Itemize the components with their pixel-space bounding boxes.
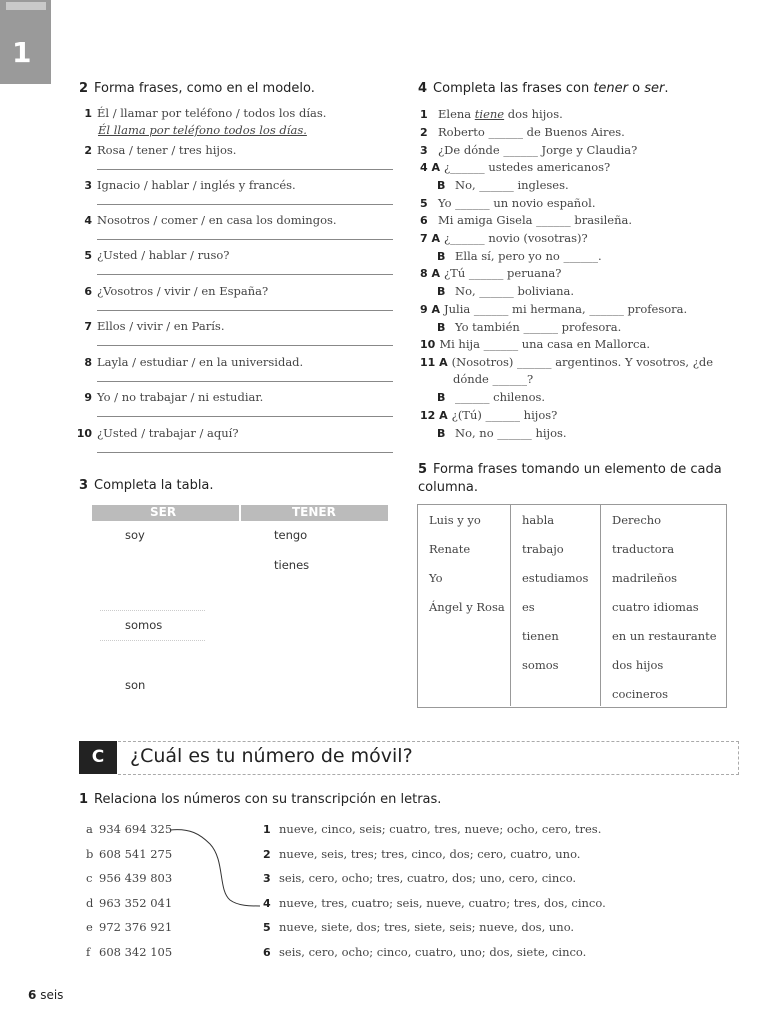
ex2-model-answer: Él llama por teléfono todos los días. bbox=[98, 123, 307, 137]
ex2-item: 7 Ellos / vivir / en París. bbox=[84, 319, 225, 333]
ex2-answer-line[interactable] bbox=[97, 169, 393, 170]
section-c-letter: C bbox=[79, 741, 117, 774]
ex5-col1-item: Renate bbox=[429, 542, 471, 556]
table-rule bbox=[100, 610, 205, 611]
ex2-title: Forma frases, como en el modelo. bbox=[94, 81, 315, 96]
ex4-item: B No, ______ boliviana. bbox=[437, 284, 575, 298]
ex2-answer-line[interactable] bbox=[97, 310, 393, 311]
matching-line bbox=[160, 820, 270, 915]
ex3-number: 3 bbox=[79, 478, 89, 493]
ex2-heading bbox=[79, 81, 315, 96]
ex3-heading bbox=[79, 478, 214, 493]
ex5-col3-item: dos hijos bbox=[612, 658, 664, 672]
ex5-divider-2 bbox=[600, 504, 601, 706]
ex5-col3-item: cuatro idiomas bbox=[612, 600, 699, 614]
ex5-col2-item: es bbox=[522, 600, 535, 614]
ex4-item: 8 A ¿Tú ______ peruana? bbox=[420, 266, 562, 280]
ex5-col2-item: trabajo bbox=[522, 542, 564, 556]
ex5-col1-item: Luis y yo bbox=[429, 513, 481, 527]
tener-cell[interactable]: tienes bbox=[274, 558, 310, 572]
ex2-item: 4 Nosotros / comer / en casa los domingos. bbox=[84, 213, 337, 227]
phone-number-item: f 608 342 105 bbox=[86, 945, 173, 959]
ex5-col3-item: madrileños bbox=[612, 571, 678, 585]
ex5-divider-1 bbox=[510, 504, 511, 706]
ex5-number: 5 bbox=[418, 462, 428, 477]
ex4-item: B No, ______ ingleses. bbox=[437, 178, 569, 192]
ex5-col1-item: Yo bbox=[429, 571, 443, 585]
ex5-col3-item: en un restaurante bbox=[612, 629, 717, 643]
ex4-heading: 4 Completa las frases con tener o ser. bbox=[418, 81, 669, 96]
ex2-item: 5 ¿Usted / hablar / ruso? bbox=[84, 248, 230, 262]
phone-number-item: b 608 541 275 bbox=[86, 846, 173, 861]
ex5-col2-item: somos bbox=[522, 658, 559, 672]
ex5-col2-item: estudiamos bbox=[522, 571, 589, 585]
ex2-answer-line[interactable] bbox=[97, 239, 393, 240]
ex4-item: 9 A Julia ______ mi hermana, ______ profesora. bbox=[420, 302, 688, 316]
ex2-answer-line[interactable] bbox=[97, 381, 393, 382]
header-ser: SER bbox=[150, 505, 177, 519]
ex4-item: 7 A ¿______ novio (vosotras)? bbox=[420, 231, 588, 245]
ser-cell[interactable]: somos bbox=[125, 618, 163, 632]
ex2-answer-line[interactable] bbox=[97, 416, 393, 417]
phone-number-item: d 963 352 041 bbox=[86, 895, 173, 910]
page-word: seis bbox=[40, 988, 64, 1002]
ex2-answer-line[interactable] bbox=[97, 274, 393, 275]
ex4-item: 5 Yo ______ un novio español. bbox=[420, 196, 596, 210]
ex4-item: 10 Mi hija ______ una casa en Mallorca. bbox=[420, 337, 651, 351]
tab-scribble bbox=[6, 2, 46, 10]
ex2-answer-line[interactable] bbox=[97, 204, 393, 205]
ex2-answer-line[interactable] bbox=[97, 452, 393, 453]
ser-cell[interactable]: son bbox=[125, 678, 146, 692]
phone-number-item: c 956 439 803 bbox=[86, 871, 173, 886]
ex5-heading: 5 Forma frases tomando un elemento de cada columna. bbox=[418, 462, 722, 495]
transcription-item: 3 seis, cero, ocho; tres, cuatro, dos; uno, cero, cinco. bbox=[263, 871, 577, 886]
ex2-answer-line[interactable] bbox=[97, 345, 393, 346]
ex4-item: 4 A ¿______ ustedes americanos? bbox=[420, 160, 611, 174]
ex2-item: 3 Ignacio / hablar / inglés y francés. bbox=[84, 178, 296, 192]
ex4-item: dónde ______? bbox=[453, 372, 534, 386]
ex3-table-header bbox=[92, 505, 388, 521]
ex4-item: 3 ¿De dónde ______ Jorge y Claudia? bbox=[420, 143, 638, 157]
ex4-item: 12 A ¿(Tú) ______ hijos? bbox=[420, 408, 558, 422]
phone-number-item: e 972 376 921 bbox=[86, 920, 173, 935]
ex5-col3-item: Derecho bbox=[612, 513, 662, 527]
page-footer bbox=[28, 988, 63, 1002]
ex4-item: B Yo también ______ profesora. bbox=[437, 320, 622, 334]
ex2-item: 6 ¿Vosotros / vivir / en España? bbox=[84, 284, 269, 298]
ex4-item: 2 Roberto ______ de Buenos Aires. bbox=[420, 125, 625, 139]
ex3-title: Completa la tabla. bbox=[94, 478, 214, 493]
transcription-item: 1 nueve, cinco, seis; cuatro, tres, nueve; ocho, cero, tres. bbox=[263, 822, 602, 836]
ex4-item: B ______ chilenos. bbox=[437, 390, 546, 404]
transcription-item: 2 nueve, seis, tres; tres, cinco, dos; cero, cuatro, uno. bbox=[263, 846, 581, 861]
header-tener: TENER bbox=[292, 505, 336, 519]
ex2-item: 2 Rosa / tener / tres hijos. bbox=[84, 143, 237, 157]
transcription-item: 6 seis, cero, ocho; cinco, cuatro, uno; dos, siete, cinco. bbox=[263, 945, 587, 959]
ser-cell[interactable]: soy bbox=[125, 528, 145, 542]
tener-cell[interactable]: tengo bbox=[274, 528, 308, 542]
ex4-item: B No, no ______ hijos. bbox=[437, 426, 567, 440]
table-rule bbox=[100, 640, 205, 641]
exC1-heading bbox=[79, 792, 441, 807]
ex4-item: B Ella sí, pero yo no ______. bbox=[437, 249, 602, 263]
ex2-number: 2 bbox=[79, 81, 89, 96]
ex4-item: 1 Elena tiene dos hijos. bbox=[420, 107, 563, 121]
ex5-col2-item: habla bbox=[522, 513, 555, 527]
exC1-title: Relaciona los números con su transcripción en letras. bbox=[94, 792, 442, 807]
ex4-item: 6 Mi amiga Gisela ______ brasileña. bbox=[420, 213, 633, 227]
ex2-item: 10 ¿Usted / trabajar / aquí? bbox=[76, 426, 239, 440]
ex5-col2-item: tienen bbox=[522, 629, 559, 643]
transcription-item: 5 nueve, siete, dos; tres, siete, seis; nueve, dos, uno. bbox=[263, 920, 575, 935]
ex4-item: 11 A (Nosotros) ______ argentinos. Y vosotros, ¿de bbox=[420, 355, 714, 369]
unit-number: 1 bbox=[12, 36, 32, 69]
ex2-item: 1 Él / llamar por teléfono / todos los días. bbox=[84, 106, 327, 120]
ex5-col3-item: traductora bbox=[612, 542, 675, 556]
unit-tab bbox=[0, 0, 51, 84]
exC1-number: 1 bbox=[79, 792, 89, 807]
phone-number-item: a 934 694 325 bbox=[86, 822, 173, 836]
page-number: 6 bbox=[28, 988, 37, 1002]
transcription-item: 4 nueve, tres, cuatro; seis, nueve, cuatro; tres, dos, cinco. bbox=[263, 895, 606, 910]
ex5-col1-item: Ángel y Rosa bbox=[429, 600, 505, 614]
ex5-col3-item: cocineros bbox=[612, 687, 669, 701]
ex2-item: 9 Yo / no trabajar / ni estudiar. bbox=[84, 390, 264, 404]
section-c-title: ¿Cuál es tu número de móvil? bbox=[130, 745, 413, 767]
ex4-number: 4 bbox=[418, 81, 428, 96]
ex2-item: 8 Layla / estudiar / en la universidad. bbox=[84, 355, 304, 369]
